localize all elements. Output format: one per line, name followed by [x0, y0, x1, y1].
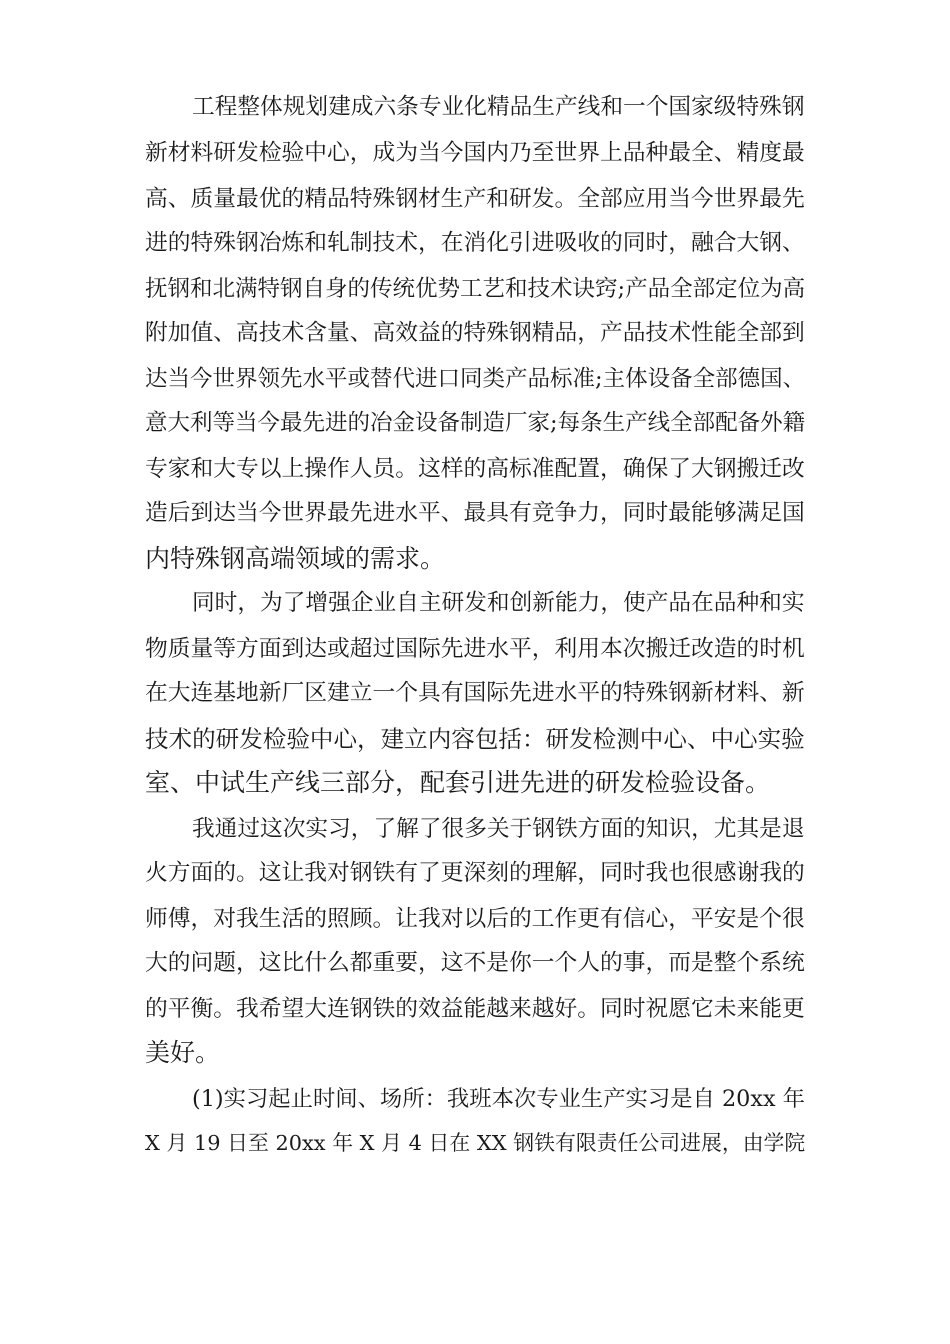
text-line: 室、中试生产线三部分，配套引进先进的研发检验设备。	[145, 768, 771, 797]
text-line: 专家和大专以上操作人员。这样的高标准配置，确保了大钢搬迁改	[145, 456, 805, 482]
text-line: 同时，为了增强企业自主研发和创新能力，使产品在品种和实	[192, 590, 805, 616]
text-line: 高、质量最优的精品特殊钢材生产和研发。全部应用当今世界最先	[145, 186, 805, 212]
text-line: 技术的研发检验中心，建立内容包括：研发检测中心、中心实验	[145, 725, 805, 753]
text-line: 内特殊钢高端领域的需求。	[145, 544, 446, 573]
text-line: 我通过这次实习，了解了很多关于钢铁方面的知识，尤其是退	[192, 816, 805, 842]
text-line: 的平衡。我希望大连钢铁的效益能越来越好。同时祝愿它未来能更	[145, 996, 805, 1022]
text-line: 师傅，对我生活的照顾。让我对以后的工作更有信心，平安是个很	[145, 906, 805, 932]
text-line: 在大连基地新厂区建立一个具有国际先进水平的特殊钢新材料、新	[145, 680, 805, 706]
text-line: 新材料研发检验中心，成为当今国内乃至世界上品种最全、精度最	[145, 140, 805, 166]
text-line: 大的问题，这比什么都重要，这不是你一个人的事，而是整个系统	[145, 950, 805, 976]
text-line: 工程整体规划建成六条专业化精品生产线和一个国家级特殊钢	[192, 94, 805, 120]
text-line: 达当今世界领先水平或替代进口同类产品标准;主体设备全部德国、	[145, 366, 806, 392]
text-line: 附加值、高技术含量、高效益的特殊钢精品，产品技术性能全部到	[145, 320, 805, 346]
text-line: 进的特殊钢冶炼和轧制技术，在消化引进吸收的同时，融合大钢、	[145, 230, 805, 256]
text-line: 意大利等当今最先进的冶金设备制造厂家;每条生产线全部配备外籍	[145, 410, 806, 436]
text-line: 造后到达当今世界最先进水平、最具有竞争力，同时最能够满足国	[145, 500, 805, 526]
text-line: X 月 19 日至 20xx 年 X 月 4 日在 XX 钢铁有限责任公司进展，由学院	[145, 1131, 806, 1155]
text-line: 抚钢和北满特钢自身的传统优势工艺和技术诀窍;产品全部定位为高	[145, 276, 806, 302]
text-line: 物质量等方面到达或超过国际先进水平，利用本次搬迁改造的时机	[145, 636, 805, 662]
text-line: 火方面的。这让我对钢铁有了更深刻的理解，同时我也很感谢我的	[145, 860, 805, 886]
text-line: (1)实习起止时间、场所：我班本次专业生产实习是自 20xx 年	[192, 1086, 805, 1112]
text-line: 美好。	[145, 1038, 221, 1067]
